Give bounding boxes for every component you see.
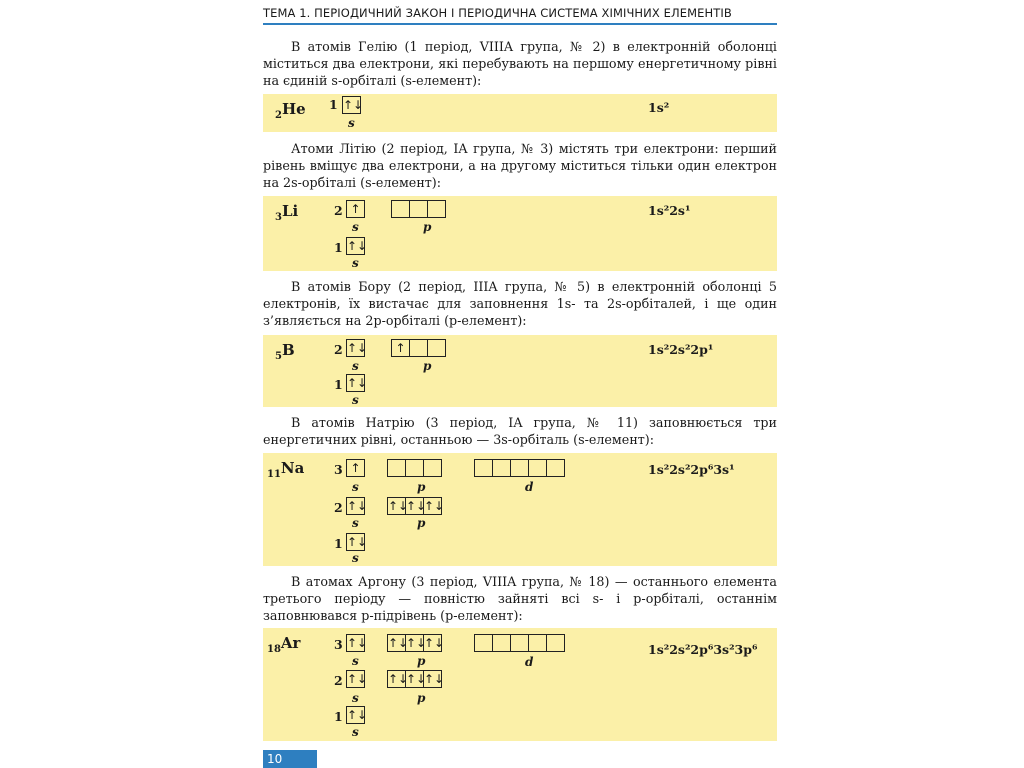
orbital-2s: ↑	[346, 200, 365, 218]
paragraph-helium: В атомів Гелію (1 період, VIIIA група, № 2) в електронній оболонці міститься два електрони, які перебувають на першому енергетичному рівні на єдиній s-орбіталі (s-елемент):	[263, 39, 777, 88]
sublevel-p-label: p	[417, 516, 426, 530]
level-2-label: 2	[334, 500, 343, 515]
orbital-2p: ↑↓ ↑↓ ↑↓	[388, 672, 445, 686]
paragraph-boron: В атомів Бору (2 період, IIIA група, № 5) в електронній оболонці 5 електронів, їх вистачає для заповнення 1s- та 2s-орбіталей, і ще один з’являється на 2p-орбіталі (p-елемент):	[263, 279, 777, 328]
sublevel-p-label: p	[423, 359, 432, 373]
orbital-2p: ↑↓ ↑↓ ↑↓	[388, 499, 445, 513]
orbital-2p: ↑	[391, 339, 446, 357]
sublevel-p-label: p	[417, 480, 426, 494]
level-1-label: 1	[334, 377, 343, 392]
level-3-label: 3	[334, 637, 343, 652]
orbital-3s: ↑↓	[347, 636, 368, 650]
level-2-label: 2	[334, 342, 343, 357]
orbital-3p: ↑↓ ↑↓ ↑↓	[388, 636, 445, 650]
paragraph-lithium: Атоми Літію (2 період, IA група, № 3) містять три електрони: перший рівень вміщує два електрони, а на другому міститься тільки один електрон на 2s-орбіталі (s-елемент):	[263, 141, 777, 190]
orbital-3p	[387, 459, 442, 477]
orbital-1s: ↑↓	[343, 98, 364, 112]
sublevel-s-label: s	[352, 393, 359, 407]
element-symbol-na: $_{11}$Na	[267, 459, 305, 480]
panel-sodium	[263, 453, 777, 566]
orbital-1s: ↑↓	[347, 239, 368, 253]
sublevel-d-label: d	[525, 480, 534, 494]
element-symbol-he: $_2$He	[275, 100, 306, 121]
element-symbol-b: $_5$B	[275, 341, 295, 362]
orbital-3d	[474, 459, 565, 477]
config-li: 1s²2s¹	[648, 203, 691, 218]
running-header: ТЕМА 1. ПЕРІОДИЧНИЙ ЗАКОН І ПЕРІОДИЧНА СИСТЕМА ХІМІЧНИХ ЕЛЕМЕНТІВ	[263, 6, 732, 20]
config-ar: 1s²2s²2p⁶3s²3p⁶	[648, 642, 758, 657]
orbital-1s: ↑↓	[347, 708, 368, 722]
orbital-3d	[474, 634, 565, 652]
sublevel-d-label: d	[525, 655, 534, 669]
header-rule	[263, 23, 777, 25]
sublevel-p-label: p	[423, 220, 432, 234]
config-b: 1s²2s²2p¹	[648, 342, 714, 357]
element-symbol-li: $_3$Li	[275, 202, 299, 223]
sublevel-p-label: p	[417, 654, 426, 668]
orbital-3s: ↑	[346, 459, 365, 477]
sublevel-s-label: s	[352, 551, 359, 565]
sublevel-s-label: s	[352, 725, 359, 739]
sublevel-s-label: s	[352, 654, 359, 668]
sublevel-s-label: s	[352, 359, 359, 373]
sublevel-s-label: s	[352, 480, 359, 494]
panel-boron	[263, 335, 777, 407]
level-2-label: 2	[334, 203, 343, 218]
panel-helium	[263, 94, 777, 132]
sublevel-s-label: s	[352, 516, 359, 530]
sublevel-s-label: s	[348, 116, 355, 130]
paragraph-sodium: В атомів Натрію (3 період, IA група, № 11) заповнюється три енергетичних рівні, останньою — 3s-орбіталь (s-елемент):	[263, 415, 777, 447]
level-1-label: 1	[334, 240, 343, 255]
config-na: 1s²2s²2p⁶3s¹	[648, 462, 735, 477]
level-1-label: 1	[334, 709, 343, 724]
orbital-2s: ↑↓	[347, 672, 368, 686]
orbital-2s: ↑↓	[347, 341, 368, 355]
orbital-2p	[391, 200, 446, 218]
sublevel-s-label: s	[352, 220, 359, 234]
panel-lithium	[263, 196, 777, 271]
level-1-label: 1	[334, 536, 343, 551]
config-he: 1s²	[648, 100, 670, 115]
orbital-2s: ↑↓	[347, 499, 368, 513]
sublevel-s-label: s	[352, 256, 359, 270]
panel-argon	[263, 628, 777, 741]
orbital-1s: ↑↓	[347, 376, 368, 390]
paragraph-argon: В атомах Аргону (3 період, VIIIA група, № 18) — останнього елемента третього періоду — повністю зайняті всі s- і p-орбіталі, останнім заповнювався p-підрівень (p-елемент):	[263, 574, 777, 623]
orbital-1s: ↑↓	[347, 535, 368, 549]
element-symbol-ar: $_{18}$Ar	[267, 634, 301, 655]
level-3-label: 3	[334, 462, 343, 477]
level-1-label: 1	[329, 97, 338, 112]
sublevel-s-label: s	[352, 691, 359, 705]
page-number: 10	[263, 750, 317, 768]
level-2-label: 2	[334, 673, 343, 688]
sublevel-p-label: p	[417, 691, 426, 705]
